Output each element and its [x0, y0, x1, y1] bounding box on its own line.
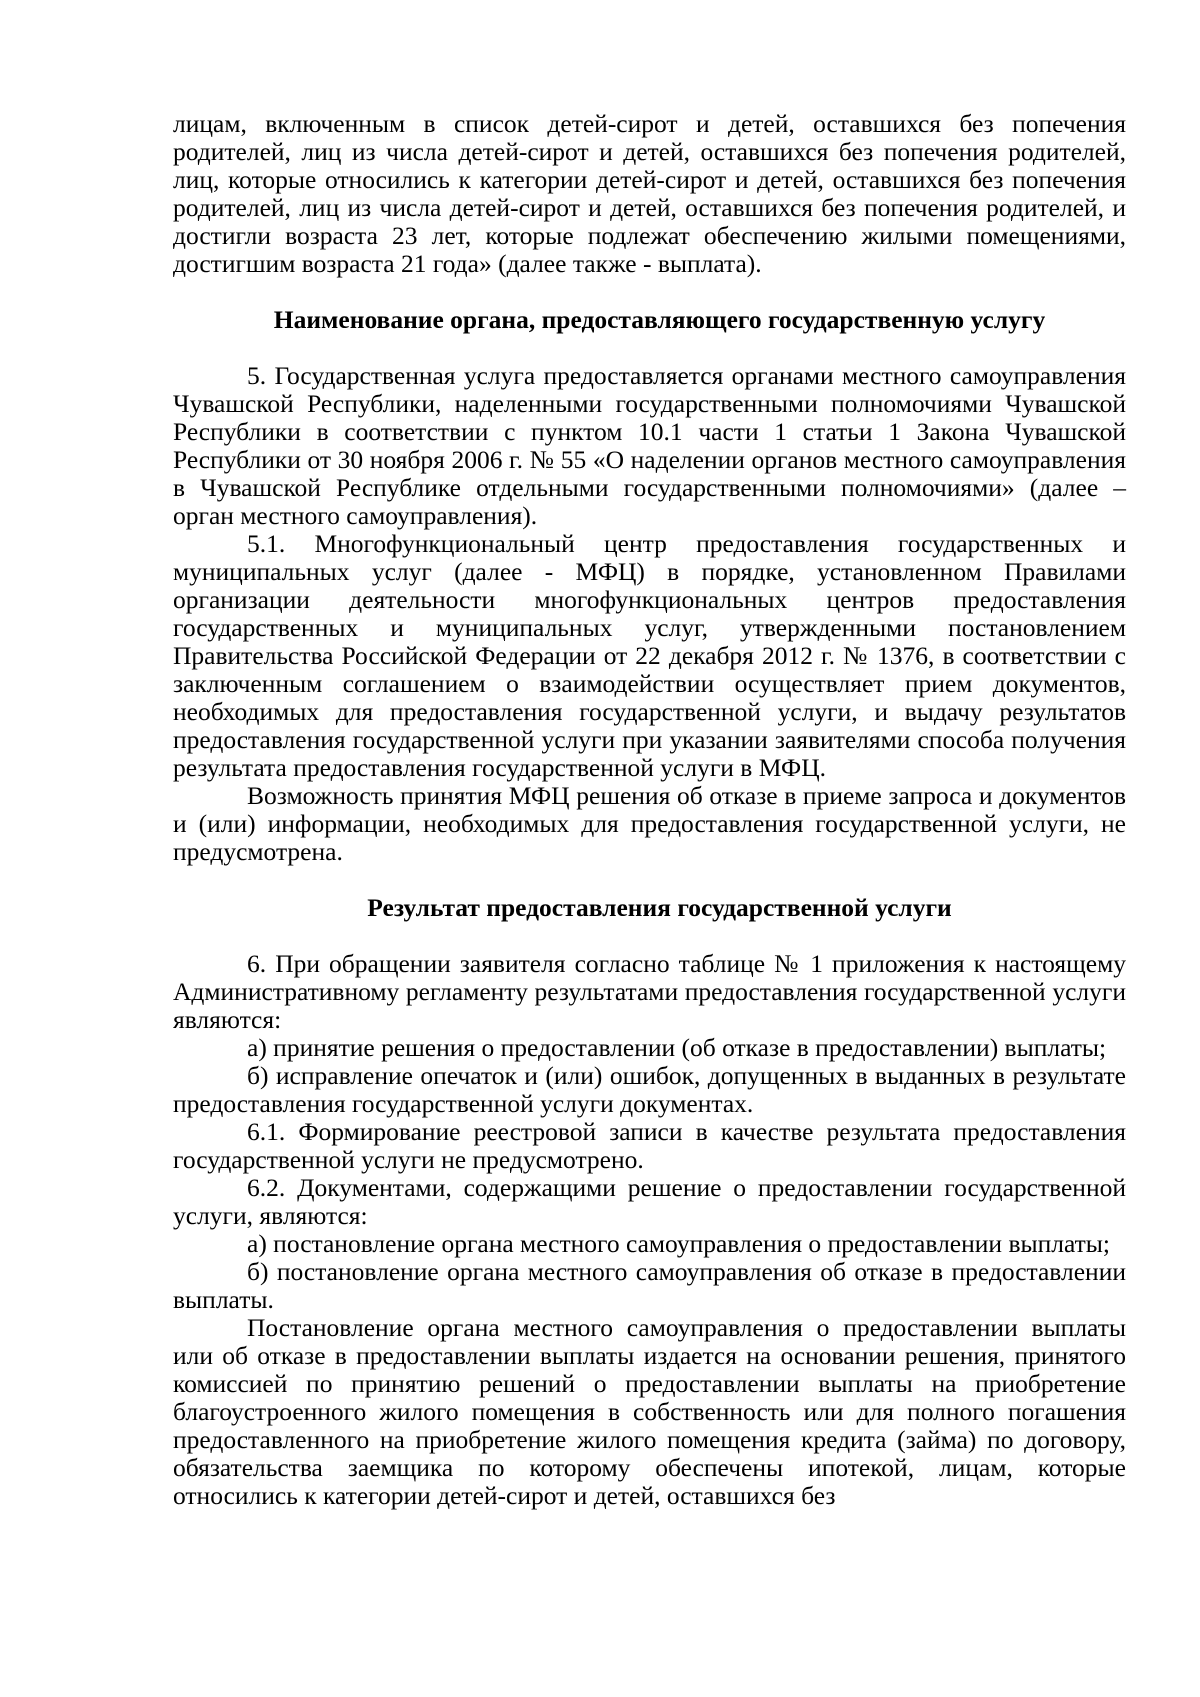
- paragraph-6-2-b: б) постановление органа местного самоуправления об отказе в предоставлении выплаты.: [173, 1257, 1126, 1314]
- section-heading-authority: Наименование органа, предоставляющего государственную услугу: [273, 305, 1046, 334]
- paragraph-5-1: 5.1. Многофункциональный центр предоставления государственных и муниципальных услуг (далее - МФЦ) в порядке, установленном Правилами организации деятельности многофункциональных центров предоставления государственных и муниципальных услуг, утвержденными постановлением Правительства Российской Федерации от 22 декабря 2012 г. № 1376, в соответствии с заключенным соглашением о взаимодействии осуществляет прием документов, необходимых для предоставления государственной услуги, и выдачу результатов предоставления государственной услуги при указании заявителями способа получения результата предоставления государственной услуги в МФЦ.: [173, 529, 1126, 782]
- paragraph-6-a: а) принятие решения о предоставлении (об отказе в предоставлении) выплаты;: [247, 1033, 1107, 1062]
- document-page: [173, 110, 1126, 1510]
- paragraph-6-2: 6.2. Документами, содержащими решение о предоставлении государственной услуги, являются:: [173, 1173, 1126, 1230]
- paragraph-6: 6. При обращении заявителя согласно таблице № 1 приложения к настоящему Административному регламенту результатами предоставления государственной услуги являются:: [173, 949, 1126, 1034]
- paragraph-5: 5. Государственная услуга предоставляется органами местного самоуправления Чувашской Республики, наделенными государственными полномочиями Чувашской Республики в соответствии с пунктом 10.1 части 1 статьи 1 Закона Чувашской Республики от 30 ноября 2006 г. № 55 «О наделении органов местного самоуправления в Чувашской Республике отдельными государственными полномочиями» (далее – орган местного самоуправления).: [173, 361, 1126, 530]
- paragraph-6-1: 6.1. Формирование реестровой записи в качестве результата предоставления государственной услуги не предусмотрено.: [173, 1117, 1126, 1174]
- section-heading-result: Результат предоставления государственной услуги: [367, 893, 952, 922]
- paragraph-intro: лицам, включенным в список детей-сирот и детей, оставшихся без попечения родителей, лиц из числа детей-сирот и детей, оставшихся без попечения родителей, лиц, которые относились к категории детей-сирот и детей, оставшихся без попечения родителей, лиц из числа детей-сирот и детей, оставшихся без попечения родителей, и достигли возраста 23 лет, которые подлежат обеспечению жилыми помещениями, достигшим возраста 21 года» (далее также - выплата).: [173, 109, 1126, 278]
- paragraph-final: Постановление органа местного самоуправления о предоставлении выплаты или об отказе в предоставлении выплаты издается на основании решения, принятого комиссией по принятию решений о предоставлении выплаты на приобретение благоустроенного жилого помещения в собственность или для полного погашения предоставленного на приобретение жилого помещения кредита (займа) по договору, обязательства заемщика по которому обеспечены ипотекой, лицам, которые относились к категории детей-сирот и детей, оставшихся без: [173, 1313, 1126, 1510]
- paragraph-6-2-a: а) постановление органа местного самоуправления о предоставлении выплаты;: [247, 1229, 1111, 1258]
- paragraph-5-1-refusal: Возможность принятия МФЦ решения об отказе в приеме запроса и документов и (или) информации, необходимых для предоставления государственной услуги, не предусмотрена.: [173, 781, 1126, 866]
- paragraph-6-b: б) исправление опечаток и (или) ошибок, допущенных в выданных в результате предоставления государственной услуги документах.: [173, 1061, 1126, 1118]
